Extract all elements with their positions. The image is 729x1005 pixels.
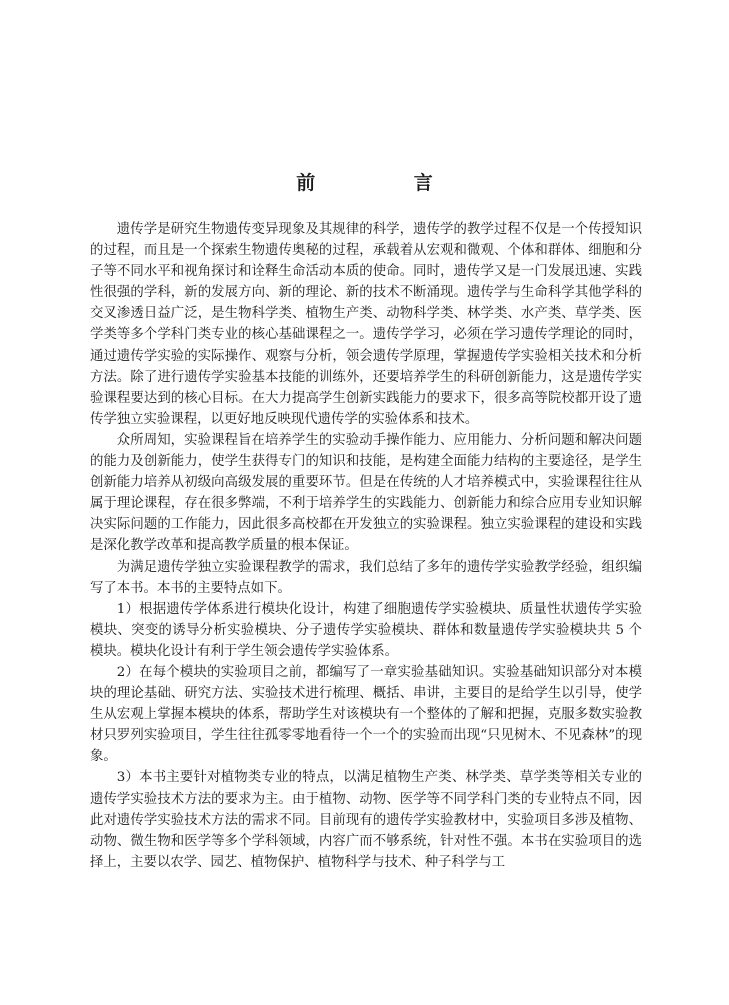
paragraph: 2）在每个模块的实验项目之前，都编写了一章实验基础知识。实验基础知识部分对本模块的理论基础、研究方法、实验技术进行梳理、概括、串讲，主要目的是给学生以引导，使学生从宏观上掌握本模块的体系，帮助学生对该模块有一个整体的了解和把握，克服多数实验教材只罗列实验项目，学生往往孤零零地看待一个一个的实验而出现“只见树木、不见森林”的现象。 (90, 664, 642, 765)
paragraph: 为满足遗传学独立实验课程教学的需求，我们总结了多年的遗传学实验教学经验，组织编写了本书。本书的主要特点如下。 (90, 559, 642, 596)
page-title: 前 言 (296, 172, 479, 194)
paragraph: 遗传学是研究生物遗传变异现象及其规律的科学，遗传学的教学过程不仅是一个传授知识的过程，而且是一个探索生物遗传奥秘的过程，承载着从宏观和微观、个体和群体、细胞和分子等不同水平和视角探讨和诠释生命活动本质的使命。同时，遗传学又是一门发展迅速、实践性很强的学科，新的发展方向、新的理论、新的技术不断涌现。遗传学与生命科学其他学科的交叉渗透日益广泛，是生物科学类、植物生产类、动物科学类、林学类、水产类、草学类、医学类等多个学科门类专业的核心基础课程之一。遗传学学习，必须在学习遗传学理论的同时，通过遗传学实验的实际操作、观察与分析，领会遗传学原理，掌握遗传学实验相关技术和分析方法。除了进行遗传学实验基本技能的训练外，还要培养学生的科研创新能力，这是遗传学实验课程要达到的核心目标。在大力提高学生创新实践能力的要求下，很多高等院校都开设了遗传学独立实验课程，以更好地反映现代遗传学的实验体系和技术。 (90, 222, 642, 427)
paragraph: 众所周知，实验课程旨在培养学生的实验动手操作能力、应用能力、分析问题和解决问题的能力及创新能力，使学生获得专门的知识和技能，是构建全面能力结构的主要途径，是学生创新能力培养从初级向高级发展的重要环节。但是在传统的人才培养模式中，实验课程往往从属于理论课程，存在很多弊端，不利于培养学生的实践能力、创新能力和综合应用专业知识解决实际问题的工作能力，因此很多高校都在开发独立的实验课程。独立实验课程的建设和实践是深化教学改革和提高教学质量的根本保证。 (90, 432, 642, 554)
paragraph: 3）本书主要针对植物类专业的特点，以满足植物生产类、林学类、草学类等相关专业的遗传学实验技术方法的要求为主。由于植物、动物、医学等不同学科门类的专业特点不同，因此对遗传学实验技术方法的需求不同。目前现有的遗传学实验教材中，实验项目多涉及植物、动物、微生物和医学等多个学科领域，内容广而不够系统，针对性不强。本书在实验项目的选择上，主要以农学、园艺、植物保护、植物科学与技术、种子科学与工 (90, 770, 642, 870)
paragraph: 1）根据遗传学体系进行模块化设计，构建了细胞遗传学实验模块、质量性状遗传学实验模块、突变的诱导分析实验模块、分子遗传学实验模块、群体和数量遗传学实验模块共 5 个模块。模块化设计有利于学生领会遗传学实验体系。 (90, 601, 642, 659)
body-text (90, 219, 642, 873)
